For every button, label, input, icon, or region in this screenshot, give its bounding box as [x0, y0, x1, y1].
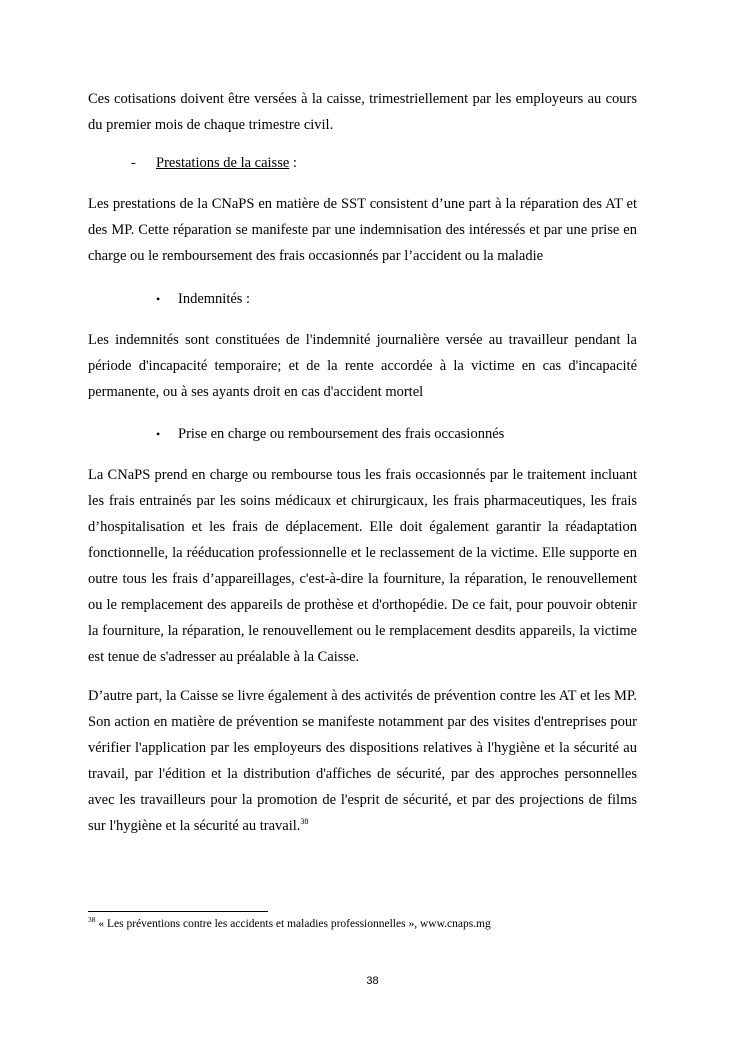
subheading-prestations-suffix: :: [289, 155, 297, 171]
subheading-prestations-label: Prestations de la caisse: [156, 155, 290, 171]
paragraph-indemnites: Les indemnités sont constituées de l'indemnité journalière versée au travailleur pendant la période d'incapacité temporaire; et de la rente accordée à la victime en cas d'incapacité permanente, ou à ses ayants droit en cas d'accident mortel: [88, 332, 637, 400]
bullet-prise-en-charge-label: Prise en charge ou remboursement des frais occasionnés: [178, 426, 505, 442]
paragraph-prestations: Les prestations de la CNaPS en matière de SST consistent d’une part à la réparation des AT et des MP. Cette réparation se manifeste par une indemnisation des intéressés et par une prise en charge ou le remboursement des frais occasionnés par l’accident ou la maladie: [88, 196, 637, 264]
paragraph-frais: La CNaPS prend en charge ou rembourse tous les frais occasionnés par le traitement incluant les frais entrainés par les soins médicaux et chirurgicaux, les frais pharmaceutiques, les frais d’hospitalisation et les frais de déplacement. Elle doit également garantir la réadaptation fonctionnelle, la rééducation professionnelle et le reclassement de la victime. Elle supporte en outre tous les frais d’appareillages, c'est-à-dire la fourniture, la réparation, le renouvellement ou le remplacement des appareils de prothèse et d'orthopédie. De ce fait, pour pouvoir obtenir la fourniture, la réparation, le renouvellement ou le remplacement desdits appareils, la victime est tenue de s'adresser au préalable à la Caisse.: [88, 467, 637, 665]
footnote: [88, 915, 491, 933]
footnote-divider: [88, 911, 268, 912]
bullet-icon: •: [156, 427, 161, 441]
footnote-text: « Les préventions contre les accidents et maladies professionnelles », www.cnaps.mg: [98, 918, 491, 930]
dash-marker: -: [131, 155, 136, 171]
paragraph-cotisations: Ces cotisations doivent être versées à la caisse, trimestriellement par les employeurs au cours du premier mois de chaque trimestre civil.: [88, 91, 637, 133]
bullet-icon: •: [156, 292, 161, 306]
bullet-indemnites-label: Indemnités :: [178, 291, 251, 307]
page-number: 38: [366, 975, 379, 987]
footnote-marker: 38: [88, 915, 96, 925]
subheading-prestations: [131, 150, 297, 176]
paragraph-prevention: [88, 683, 637, 839]
paragraph-prevention-text: D’autre part, la Caisse se livre également à des activités de prévention contre les AT et les MP. Son action en matière de prévention se manifeste notamment par des visites d'entreprises pour vérifier l'application par les employeurs des dispositions relatives à l'hygiène et la sécurité au travail, par l'édition et la distribution d'affiches de sécurité, par des approches personnelles avec les travailleurs pour la promotion de l'esprit de sécurité, et par des projections de films sur l'hygiène et la sécurité au travail.: [88, 688, 637, 834]
bullet-prise-en-charge: [156, 421, 504, 447]
bullet-indemnites: [156, 286, 250, 312]
footnote-reference[interactable]: 38: [300, 817, 309, 827]
